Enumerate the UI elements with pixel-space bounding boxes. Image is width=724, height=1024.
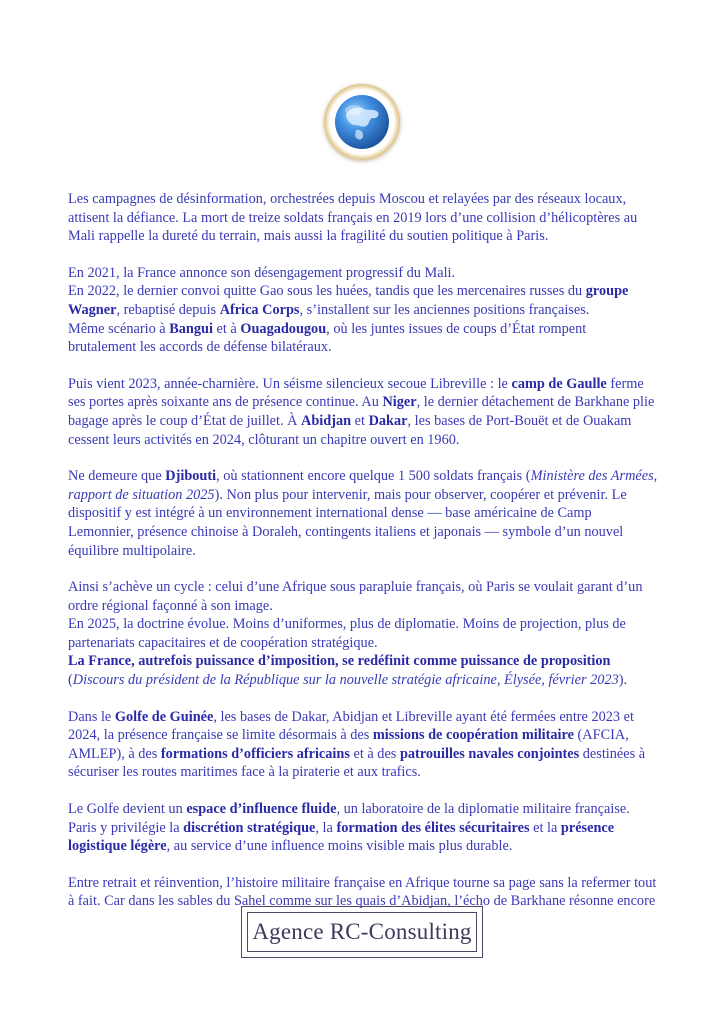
text-run: , où stationnent encore quelque 1 500 soldats français (	[216, 468, 531, 485]
text-line	[68, 190, 658, 246]
text-run: Ainsi s’achève un cycle : celui d’une Afrique sous parapluie français, où Paris se voulait garant d’un ordre régional façonné à son image.	[68, 579, 643, 614]
text-run: et à des	[349, 745, 400, 762]
bold-text: présence logistique légère	[68, 819, 615, 855]
text-run: destinées à sécuriser les routes maritimes face à la piraterie et aux trafics.	[68, 745, 646, 781]
text-line	[68, 320, 658, 357]
text-line	[68, 375, 658, 449]
text-run: , où les juntes issues de coups d’État rompent brutalement les accords de défense bilatéraux.	[68, 320, 587, 356]
text-line	[68, 652, 658, 671]
text-line	[68, 671, 658, 690]
bold-text: formation des élites sécuritaires	[336, 819, 530, 836]
text-run: et la	[529, 819, 561, 836]
text-run: Puis vient 2023, année-charnière. Un séisme silencieux secoue Libreville : le	[68, 375, 512, 392]
bold-text: Africa Corps	[219, 301, 300, 318]
bold-text: La France, autrefois puissance d’imposition, se redéfinit comme puissance de proposition	[68, 653, 611, 670]
paragraph	[68, 708, 658, 782]
bold-text: Ouagadougou	[240, 320, 327, 337]
text-line	[68, 708, 658, 782]
text-run: , un laboratoire de la diplomatie militaire française. Paris y privilégie la	[68, 801, 630, 836]
bold-text: Dakar	[368, 412, 408, 429]
text-run: , rebaptisé depuis	[116, 301, 220, 318]
text-run: Ne demeure que	[68, 468, 166, 485]
text-run: et	[351, 412, 369, 429]
bold-text: camp de Gaulle	[511, 375, 607, 392]
footer-logo-frame	[241, 906, 483, 958]
text-run: En 2021, la France annonce son désengagement progressif du Mali.	[68, 264, 456, 281]
text-run: Le Golfe devient un	[68, 801, 187, 818]
text-run: Dans le	[68, 708, 115, 725]
bold-text: discrétion stratégique	[183, 819, 316, 836]
bold-text: formations d’officiers africains	[160, 745, 350, 762]
globe-icon	[334, 94, 390, 150]
bold-text: Djibouti	[165, 468, 217, 485]
text-run: (AFCIA, AMLEP), à des	[68, 727, 629, 762]
text-run: et à	[212, 320, 241, 337]
italic-text: Ministère des Armées, rapport de situation 2025	[68, 468, 658, 503]
article-body	[68, 190, 658, 929]
paragraph	[68, 800, 658, 856]
text-run: , les bases de Dakar, Abidjan et Libreville ayant été fermées entre 2023 et 2024, la présence française se limite désormais à des	[68, 708, 634, 744]
italic-text: Discours du président de la République sur la nouvelle stratégie africaine, Élysée, février 2023	[72, 672, 619, 689]
text-run: (	[68, 672, 73, 689]
text-line	[68, 800, 658, 856]
text-run: , s’installent sur les anciennes positions françaises.	[299, 301, 590, 318]
bold-text: patrouilles navales conjointes	[399, 745, 580, 762]
bold-text: groupe Wagner	[68, 283, 629, 318]
text-line	[68, 467, 658, 560]
text-run: , la	[315, 819, 337, 836]
bold-text: Abidjan	[301, 412, 352, 429]
text-run: Les campagnes de désinformation, orchestrées depuis Moscou et relayées par des réseaux locaux, attisent la défiance. La mort de treize soldats français en 2019 lors d’une collision d’hélicoptères au Mali rappelle la dureté du terrain, mais aussi la fragilité du soutien politique à Paris.	[68, 191, 638, 245]
text-run: , les bases de Port-Bouët et de Ouakam cessent leurs activités en 2024, clôturant un chapitre ouvert en 1960.	[68, 412, 632, 448]
bold-text: Bangui	[169, 320, 213, 337]
text-run: ).	[618, 672, 628, 689]
text-run: ferme ses portes après soixante ans de présence continue. Au	[68, 375, 644, 411]
paragraph	[68, 190, 658, 246]
paragraph	[68, 375, 658, 449]
text-run: , au service d’une influence moins visible mais plus durable.	[166, 838, 513, 855]
text-run: Même scénario à	[68, 320, 170, 337]
text-run: En 2022, le dernier convoi quitte Gao sous les huées, tandis que les mercenaires russes du	[68, 283, 586, 300]
text-line	[68, 264, 658, 283]
text-run: ). Non plus pour intervenir, mais pour observer, coopérer et prévenir. Le dispositif y est intégré à un environnement international dense — base américaine de Camp Lemonnier, présence chinoise à Doraleh, contingents italiens et japonais — symbole d’un nouvel équilibre multipolaire.	[68, 486, 627, 559]
text-run: , le dernier détachement de Barkhane plie bagage après le coup d’État de juillet. À	[68, 394, 655, 429]
paragraph	[68, 578, 658, 690]
text-line	[68, 615, 658, 652]
bold-text: missions de coopération militaire	[372, 727, 574, 744]
text-run: En 2025, la doctrine évolue. Moins d’uniformes, plus de diplomatie. Moins de projection, plus de partenariats capacitaires et de coopération stratégique.	[68, 616, 626, 651]
text-line	[68, 282, 658, 319]
bold-text: Golfe de Guinée	[114, 708, 214, 725]
footer-label: Agence RC-Consulting	[247, 912, 477, 952]
bold-text: espace d’influence fluide	[186, 801, 337, 818]
text-run: Entre retrait et réinvention, l’histoire militaire française en Afrique tourne sa page sans la refermer tout à fait. Car dans les sables du Sahel comme sur les quais d’Abidjan, l’écho de Barkhane résonne encore	[68, 874, 657, 910]
globe-europe-logo-icon	[324, 84, 400, 160]
paragraph	[68, 264, 658, 357]
bold-text: Niger	[382, 394, 417, 411]
paragraph	[68, 467, 658, 560]
text-line	[68, 578, 658, 615]
